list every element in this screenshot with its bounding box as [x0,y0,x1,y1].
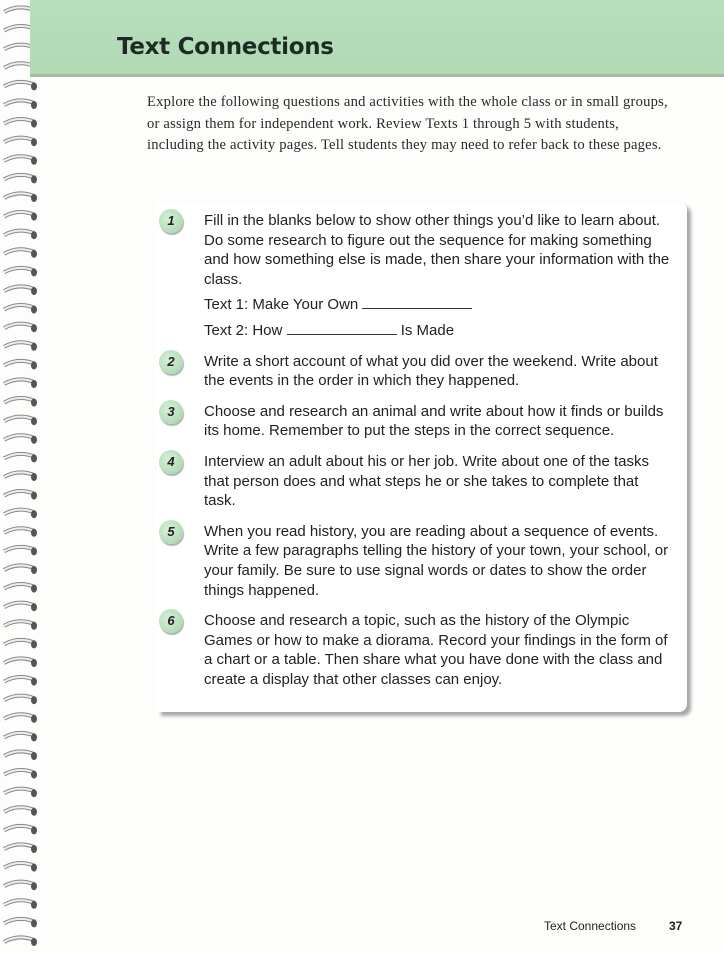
spiral-hole [31,436,37,444]
spiral-hole [31,864,37,872]
activity-item-2 [167,352,674,391]
spiral-hole [31,901,37,909]
spiral-hole [31,306,37,314]
spiral-hole [31,659,37,667]
number-badge: 1 [159,209,183,233]
spiral-hole [31,399,37,407]
spiral-hole [31,547,37,555]
spiral-hole [31,938,37,946]
number-badge: 5 [159,520,183,544]
spiral-hole [31,287,37,295]
blank-prefix: Text 1: Make Your Own [204,296,359,314]
activity-text: Interview an adult about his or her job. Write about one of the tasks that person does and what steps he or she takes to complete that task. [204,452,649,510]
spiral-hole [31,678,37,686]
activity-text: Write a short account of what you did over the weekend. Write about the events in the order in which they happened. [204,352,658,390]
activity-item-5 [167,522,674,600]
spiral-hole [31,417,37,425]
activity-item-6 [167,611,674,689]
activity-text: Choose and research an animal and write about how it finds or builds its home. Remember to put the steps in the correct sequence. [204,402,664,440]
spiral-hole [31,919,37,927]
spiral-hole [31,343,37,351]
spiral-hole [31,603,37,611]
spiral-hole [31,510,37,518]
spiral-hole [31,640,37,648]
spiral-hole [31,380,37,388]
spiral-hole [31,622,37,630]
blank-line-1 [204,295,674,315]
blank-line-2 [204,321,674,341]
activity-text: Fill in the blanks below to show other things you’d like to learn about. Do some research to figure out the sequence for making something and how something else is made, then share your information with the class. [204,212,670,288]
activity-item-3 [167,402,674,441]
spiral-hole [31,492,37,500]
spiral-hole [31,566,37,574]
spiral-hole [31,268,37,276]
spiral-hole [31,250,37,258]
spiral-hole [31,157,37,165]
blank-prefix: Text 2: How [204,321,283,339]
spiral-hole [31,231,37,239]
spiral-hole [31,213,37,221]
spiral-hole [31,175,37,183]
spiral-hole [31,845,37,853]
blank-field [287,322,397,335]
number-badge: 4 [159,450,183,474]
blank-field [362,296,472,309]
spiral-hole [31,752,37,760]
spiral-hole [31,324,37,332]
spiral-hole [31,882,37,890]
spiral-hole [31,138,37,146]
spiral-hole [31,473,37,481]
page-title: Text Connections [117,34,334,60]
activities-box [157,202,687,712]
intro-paragraph: Explore the following questions and activities with the whole class or in small groups, or assign them for independent work. Review Texts 1 through 5 with students, including the activity pages. Tell students they may need to refer back to these pages. [147,94,668,153]
spiral-hole [31,361,37,369]
spiral-hole [31,808,37,816]
spiral-hole [31,120,37,128]
spiral-hole [31,789,37,797]
spiral-hole [31,101,37,109]
spiral-hole [31,529,37,537]
spiral-hole [31,826,37,834]
activity-item-4 [167,452,674,511]
spiral-hole [31,82,37,90]
spiral-hole [31,454,37,462]
activity-text: When you read history, you are reading about a sequence of events. Write a few paragraphs telling the history of your town, your school, or your family. Be sure to use signal words or dates to show the order things happened. [204,522,669,599]
blank-suffix: Is Made [400,321,455,339]
number-badge: 6 [159,609,183,633]
spiral-hole [31,696,37,704]
number-badge: 3 [159,400,183,424]
number-badge: 2 [159,350,183,374]
spiral-hole [31,585,37,593]
spiral-hole [31,194,37,202]
activity-text: Choose and research a topic, such as the history of the Olympic Games or how to make a diorama. Record your findings in the form of a chart or a table. Then share what you have done with the class and create a display that other classes can enjoy. [204,612,668,688]
footer-section: Text Connections [544,919,637,933]
spiral-binding [0,0,42,953]
page-number: 37 [669,919,683,933]
activity-item-1 [167,211,674,341]
spiral-hole [31,771,37,779]
spiral-hole [31,733,37,741]
spiral-hole [31,715,37,723]
